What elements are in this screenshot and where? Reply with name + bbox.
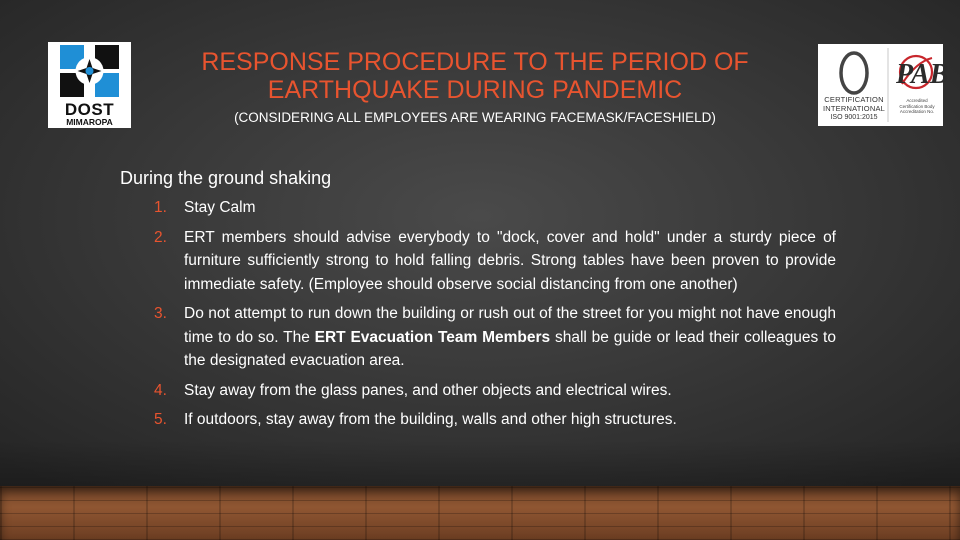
pab-subtitle: Accredited Certification Body Accreditation No.: [899, 98, 935, 114]
step-item: [154, 302, 836, 373]
iso-text: ISO 9001:2015: [830, 114, 878, 121]
logo-left-name: DOST: [64, 100, 115, 119]
step-number: 2.: [154, 228, 167, 246]
step-text: Do not attempt to run down the building or rush out of the street for you might not have enough time to do so. The: [184, 305, 836, 346]
step-number: 5.: [154, 411, 167, 428]
step-number: 3.: [154, 305, 167, 322]
cert-line2: INTERNATIONAL: [822, 103, 886, 113]
logo-left-subtitle: MIMAROPA: [66, 117, 113, 127]
step-text: ERT members should advise everybody to "dock, cover and hold" under a sturdy piece of furniture sufficiently strong to hold falling debris. Strong tables have been proven to provide immediate safety. (Employee should observe social distancing from one another): [184, 228, 836, 293]
step-text: shall be guide or lead their colleagues to the designated evacuation area.: [184, 328, 836, 369]
section-heading: During the ground shaking: [120, 168, 332, 188]
step-item: [154, 196, 836, 220]
wood-floor: [0, 486, 960, 540]
step-item: [154, 379, 836, 403]
certification-logo: [818, 44, 949, 126]
step-item: [154, 408, 836, 432]
step-text: Stay away from the glass panes, and other objects and electrical wires.: [184, 381, 672, 399]
dost-logo: [48, 42, 131, 128]
slide-subtitle: (CONSIDERING ALL EMPLOYEES ARE WEARING FACEMASK/FACESHIELD): [234, 110, 716, 125]
step-text-bold: ERT Evacuation Team Members: [314, 328, 551, 346]
step-number: 1.: [154, 199, 167, 216]
slide-title: RESPONSE PROCEDURE TO THE PERIOD OF EARTHQUAKE DURING PANDEMIC: [201, 48, 749, 104]
step-number: 4.: [154, 381, 167, 399]
floor-shadow: [0, 440, 960, 488]
pab-text: PAB: [896, 59, 949, 90]
dost-logo-icon: [48, 42, 131, 100]
step-text: Stay Calm: [184, 199, 256, 216]
steps-list: [154, 196, 836, 438]
step-item: [154, 226, 836, 297]
step-text: If outdoors, stay away from the building, walls and other high structures.: [184, 411, 677, 428]
certification-text: [822, 96, 886, 113]
cert-line1: CERTIFICATION: [824, 95, 884, 104]
